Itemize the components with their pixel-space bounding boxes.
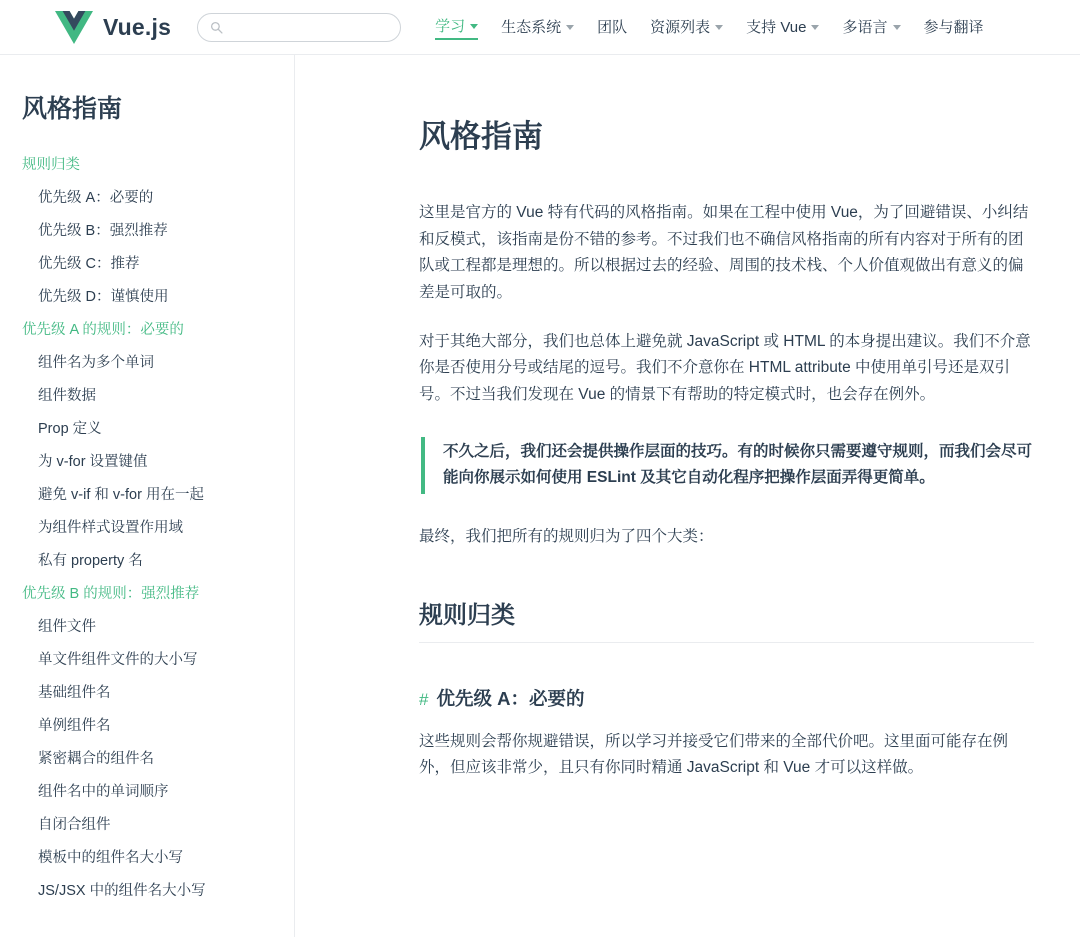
sidebar-item-keyed-v-for[interactable]: 为 v-for 设置键值	[38, 454, 148, 470]
nav-item-label: 团队	[597, 18, 628, 36]
nav-item-label: 资源列表	[650, 18, 711, 36]
nav-item-label: 学习	[435, 17, 466, 35]
site-header	[0, 0, 1080, 55]
list-item	[0, 213, 295, 246]
list-item	[0, 708, 295, 741]
sidebar-nav-list	[0, 147, 295, 906]
list-item	[0, 642, 295, 675]
search-input[interactable]	[230, 19, 388, 35]
vue-logo-icon	[55, 11, 93, 44]
sidebar-divider	[294, 55, 295, 937]
list-item	[0, 807, 295, 840]
nav-item-label: 支持 Vue	[746, 18, 807, 36]
sidebar-item-scoped-styles[interactable]: 为组件样式设置作用域	[38, 520, 183, 536]
chevron-down-icon	[811, 25, 819, 30]
sidebar-item-private-property-names[interactable]: 私有 property 名	[38, 553, 143, 569]
list-item	[0, 312, 295, 345]
subsection-heading-priority-a	[419, 685, 1034, 711]
list-item	[0, 840, 295, 873]
list-item	[0, 378, 295, 411]
brand-name: Vue.js	[103, 13, 172, 40]
list-item	[0, 246, 295, 279]
nav-item-translate[interactable]	[924, 16, 984, 39]
sidebar-item-tightly-coupled-component-names[interactable]: 紧密耦合的组件名	[38, 751, 154, 767]
sidebar-item-prop-definitions[interactable]: Prop 定义	[38, 421, 102, 437]
sidebar-item-multi-word-names[interactable]: 组件名为多个单词	[38, 355, 154, 371]
sidebar-title: 风格指南	[22, 95, 123, 123]
sidebar-item-avoid-v-if-with-v-for[interactable]: 避免 v-if 和 v-for 用在一起	[38, 487, 204, 503]
nav-item-support-vue[interactable]	[746, 16, 819, 39]
nav-item-languages[interactable]	[842, 16, 900, 39]
sidebar	[0, 55, 295, 937]
list-item	[0, 576, 295, 609]
sidebar-item-priority-a-rules[interactable]: 优先级 A 的规则：必要的	[22, 322, 184, 338]
chevron-down-icon	[566, 25, 574, 30]
list-item	[0, 609, 295, 642]
nav-item-label: 参与翻译	[923, 18, 984, 36]
chevron-down-icon	[470, 24, 478, 29]
search-icon	[210, 21, 223, 34]
list-item	[0, 279, 295, 312]
list-item	[0, 741, 295, 774]
sidebar-item-base-component-names[interactable]: 基础组件名	[38, 685, 111, 701]
nav-item-resources[interactable]	[650, 16, 723, 39]
sidebar-item-priority-b[interactable]: 优先级 B：强烈推荐	[38, 223, 168, 239]
list-item	[0, 180, 295, 213]
sidebar-item-component-data[interactable]: 组件数据	[38, 388, 96, 404]
search-box[interactable]	[197, 13, 401, 42]
list-item	[0, 444, 295, 477]
chevron-down-icon	[715, 25, 723, 30]
logo-home-link[interactable]	[55, 11, 171, 44]
nav-item-ecosystem[interactable]	[501, 16, 574, 39]
list-item	[0, 510, 295, 543]
subsection-heading-label: 优先级 A：必要的	[436, 687, 585, 709]
sidebar-item-component-name-casing-in-templates[interactable]: 模板中的组件名大小写	[38, 850, 183, 866]
sidebar-item-component-files[interactable]: 组件文件	[38, 619, 96, 635]
list-item	[0, 147, 295, 180]
main-content	[295, 55, 1080, 937]
nav-item-team[interactable]	[597, 16, 627, 39]
closing-paragraph: 最终，我们把所有的规则归为了四个大类：	[419, 527, 714, 545]
sidebar-item-order-of-words-in-component-names[interactable]: 组件名中的单词顺序	[38, 784, 169, 800]
nav-item-label: 多语言	[842, 18, 888, 36]
list-item	[0, 873, 295, 906]
tip-callout: 不久之后，我们还会提供操作层面的技巧。有的时候你只需要遵守规则，而我们会尽可能向你展示如何使用 ESLint 及其它自动化程序把操作层面弄得更简单。	[421, 437, 1034, 494]
anchor-link-icon[interactable]: #	[419, 689, 429, 709]
list-item	[0, 675, 295, 708]
sidebar-item-rule-categories[interactable]: 规则归类	[22, 157, 80, 173]
sidebar-item-priority-b-rules[interactable]: 优先级 B 的规则：强烈推荐	[22, 586, 200, 602]
list-item	[0, 477, 295, 510]
list-item	[0, 774, 295, 807]
sidebar-item-sfc-filename-casing[interactable]: 单文件组件文件的大小写	[38, 652, 198, 668]
page-title: 风格指南	[419, 119, 543, 154]
main-nav	[435, 15, 983, 40]
intro-paragraph-1: 这里是官方的 Vue 特有代码的风格指南。如果在工程中使用 Vue，为了回避错误、小纠结和反模式，该指南是份不错的参考。不过我们也不确信风格指南的所有内容对于所有的团队或工程都是理想的。所以根据过去的经验、周围的技术栈、个人价值观做出有意义的偏差是可取的。	[419, 204, 1029, 301]
sidebar-item-component-name-casing-in-js[interactable]: JS/JSX 中的组件名大小写	[38, 883, 206, 899]
section-heading-rule-categories: 规则归类	[419, 595, 1034, 643]
nav-item-learn[interactable]	[435, 15, 478, 40]
sidebar-item-singleton-component-names[interactable]: 单例组件名	[38, 718, 111, 734]
chevron-down-icon	[893, 25, 901, 30]
sidebar-item-self-closing-components[interactable]: 自闭合组件	[38, 817, 111, 833]
sidebar-item-priority-a[interactable]: 优先级 A：必要的	[38, 190, 154, 206]
section-paragraph: 这些规则会帮你规避错误，所以学习并接受它们带来的全部代价吧。这里面可能存在例外，但应该非常少，且只有你同时精通 JavaScript 和 Vue 才可以这样做。	[419, 732, 1009, 777]
page-body	[0, 55, 1080, 937]
nav-item-label: 生态系统	[501, 18, 562, 36]
sidebar-item-priority-c[interactable]: 优先级 C：推荐	[38, 256, 140, 272]
list-item	[0, 411, 295, 444]
intro-paragraph-2: 对于其绝大部分，我们也总体上避免就 JavaScript 或 HTML 的本身提出建议。我们不介意你是否使用分号或结尾的逗号。我们不介意你在 HTML attribute 中使用单引号还是双引号。不过当我们发现在 Vue 的情景下有帮助的特定模式时，也会存在例外。	[419, 332, 1031, 403]
sidebar-item-priority-d[interactable]: 优先级 D：谨慎使用	[38, 289, 169, 305]
list-item	[0, 543, 295, 576]
list-item	[0, 345, 295, 378]
